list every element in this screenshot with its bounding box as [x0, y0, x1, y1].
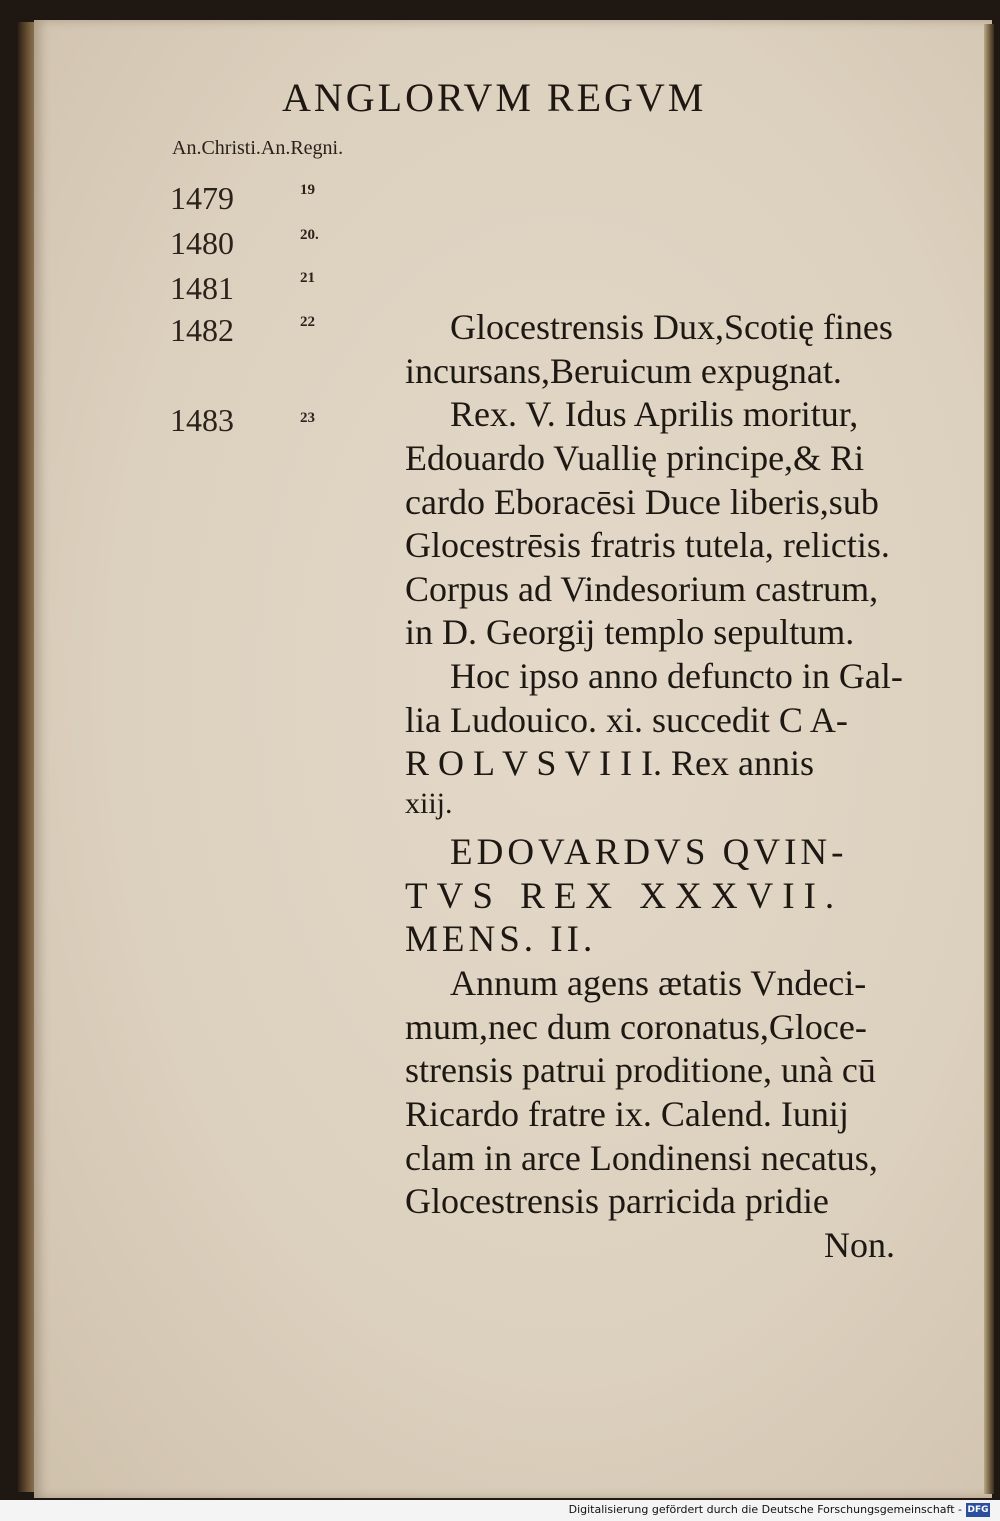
- chapter-heading: EDOVARDVS QVIN-: [450, 832, 848, 873]
- regnal-22: 22: [300, 314, 315, 330]
- text-line: Glocestrēsis fratris tutela, relictis.: [405, 525, 890, 565]
- text-line: mum,nec dum coronatus,Gloce-: [405, 1007, 867, 1047]
- text-line: Glocestrensis Dux,Scotię fines: [450, 307, 893, 347]
- text-line: lia Ludouico. xi. succedit C A-: [405, 700, 848, 740]
- catchword: Non.: [824, 1225, 895, 1265]
- chapter-heading: TVS REX XXXVII.: [405, 876, 844, 917]
- text-line: Hoc ipso anno defuncto in Gal-: [450, 656, 903, 696]
- text-line: xiij.: [405, 787, 453, 820]
- footer-bar: [0, 1500, 1000, 1521]
- text-line: strensis patrui proditione, unà cū: [405, 1050, 876, 1090]
- dfg-logo-icon: DFG: [967, 1505, 989, 1515]
- year-1479: 1479: [170, 180, 234, 216]
- chapter-heading: MENS. II.: [405, 919, 597, 960]
- column-header: An.Christi.An.Regni.: [172, 137, 344, 159]
- text-line: Rex. V. Idus Aprilis moritur,: [450, 394, 859, 434]
- text-line: incursans,Beruicum expugnat.: [405, 351, 842, 391]
- footer-credit: Digitalisierung gefördert durch die Deutsche Forschungsgemeinschaft -: [568, 1503, 962, 1516]
- regnal-23: 23: [300, 410, 315, 426]
- text-line: Corpus ad Vindesorium castrum,: [405, 569, 879, 609]
- regnal-19: 19: [300, 182, 315, 198]
- running-head: ANGLORVM REGVM: [282, 75, 707, 120]
- regnal-21: 21: [300, 270, 315, 286]
- year-1480: 1480: [170, 225, 234, 261]
- text-line: in D. Georgij templo sepultum.: [405, 612, 855, 652]
- year-1481: 1481: [170, 270, 234, 306]
- regnal-20: 20.: [300, 227, 319, 243]
- text-line: Annum agens ætatis Vndeci-: [450, 963, 867, 1003]
- text-line: Edouardo Vuallię principe,& Ri: [405, 438, 865, 478]
- text-line: Glocestrensis parricida pridie: [405, 1181, 829, 1221]
- text-line: cardo Eboracēsi Duce liberis,sub: [405, 482, 879, 522]
- text-line: Ricardo fratre ix. Calend. Iunij: [405, 1094, 849, 1134]
- year-1483: 1483: [170, 402, 234, 438]
- text-line: R O L V S V I I I. Rex annis: [405, 743, 815, 783]
- year-1482: 1482: [170, 312, 234, 348]
- page-edge: [984, 24, 994, 1494]
- text-line: clam in arce Londinensi necatus,: [405, 1138, 878, 1178]
